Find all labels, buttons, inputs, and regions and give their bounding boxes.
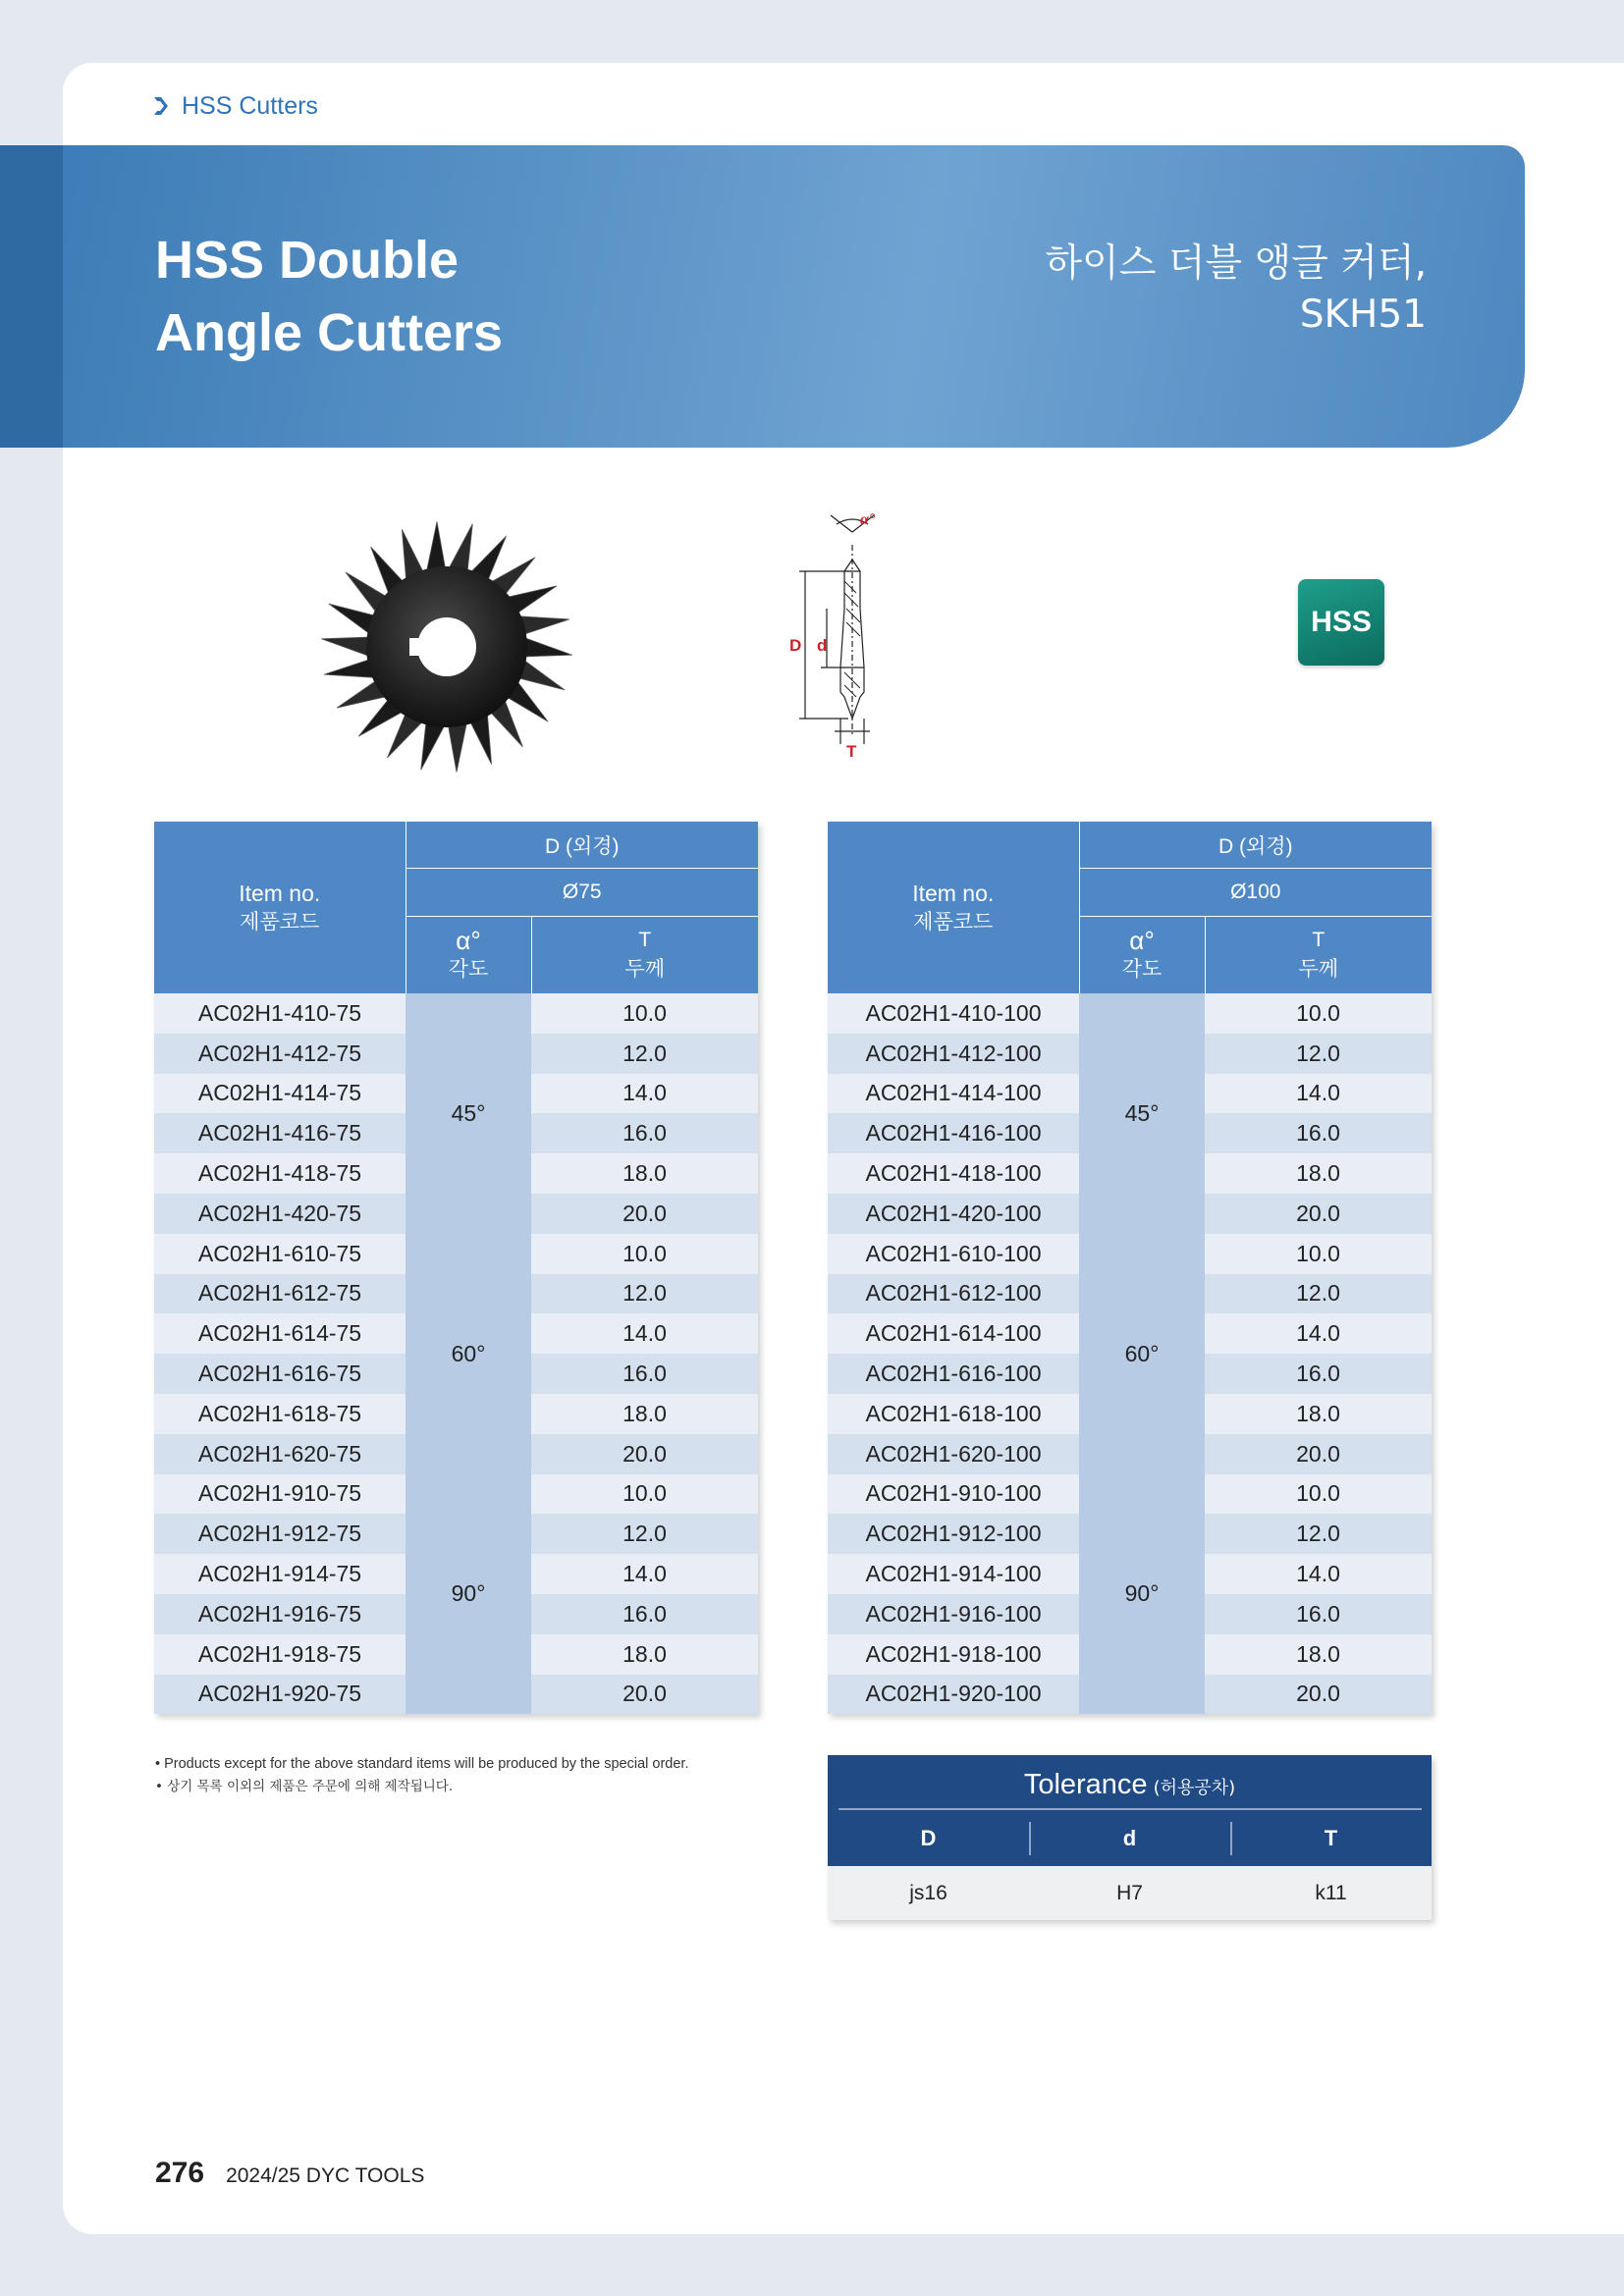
- item-code-cell: AC02H1-612-75: [154, 1274, 406, 1314]
- item-no-header-ko: 제품코드: [913, 910, 994, 934]
- item-code-cell: AC02H1-410-100: [828, 993, 1079, 1034]
- item-no-header: [154, 822, 406, 993]
- thickness-cell: 20.0: [531, 1675, 758, 1715]
- item-code-cell: AC02H1-610-75: [154, 1234, 406, 1274]
- table-row: [154, 1474, 758, 1515]
- item-code-cell: AC02H1-914-75: [154, 1554, 406, 1594]
- tolerance-title: [828, 1769, 1432, 1801]
- thickness-cell: 18.0: [1205, 1634, 1432, 1675]
- tolerance-columns: [828, 1810, 1432, 1866]
- tolerance-column-T: T: [1324, 1826, 1338, 1850]
- tolerance-header: [828, 1755, 1432, 1866]
- item-code-cell: AC02H1-416-75: [154, 1113, 406, 1153]
- item-code-cell: AC02H1-414-100: [828, 1074, 1079, 1114]
- item-code-cell: AC02H1-614-100: [828, 1313, 1079, 1354]
- thickness-cell: 12.0: [1205, 1514, 1432, 1554]
- angle-header: [1079, 917, 1205, 994]
- angle-header-ko: 각도: [1121, 958, 1163, 981]
- item-code-cell: AC02H1-620-100: [828, 1434, 1079, 1474]
- divider: [1230, 1822, 1232, 1855]
- thickness-cell: 16.0: [531, 1354, 758, 1394]
- title-banner: [0, 145, 1525, 448]
- thickness-cell: 18.0: [531, 1394, 758, 1434]
- item-code-cell: AC02H1-618-100: [828, 1394, 1079, 1434]
- thickness-cell: 12.0: [531, 1514, 758, 1554]
- item-code-cell: AC02H1-410-75: [154, 993, 406, 1034]
- item-code-cell: AC02H1-614-75: [154, 1313, 406, 1354]
- thickness-cell: 20.0: [531, 1434, 758, 1474]
- thickness-cell: 18.0: [531, 1634, 758, 1675]
- angle-cell: 45°: [406, 993, 531, 1234]
- item-code-cell: AC02H1-610-100: [828, 1234, 1079, 1274]
- item-code-cell: AC02H1-918-100: [828, 1634, 1079, 1675]
- table-row: [154, 993, 758, 1034]
- thickness-cell: 20.0: [1205, 1675, 1432, 1715]
- item-no-header: [828, 822, 1079, 993]
- item-code-cell: AC02H1-916-75: [154, 1594, 406, 1634]
- thickness-cell: 10.0: [531, 1234, 758, 1274]
- thickness-header: [531, 917, 758, 994]
- thickness-header-ko: 두께: [1298, 958, 1339, 981]
- thickness-cell: 12.0: [531, 1034, 758, 1074]
- thickness-cell: 16.0: [531, 1113, 758, 1153]
- item-code-cell: AC02H1-616-75: [154, 1354, 406, 1394]
- breadcrumb-label: HSS Cutters: [182, 91, 318, 120]
- tolerance-value-d: H7: [1116, 1882, 1143, 1904]
- thickness-cell: 14.0: [531, 1074, 758, 1114]
- thickness-header-symbol: T: [638, 929, 652, 951]
- tolerance-column-D: D: [920, 1826, 937, 1850]
- diagram-T-label: T: [846, 742, 857, 761]
- outer-diameter-header: D (외경): [1079, 822, 1432, 869]
- item-code-cell: AC02H1-918-75: [154, 1634, 406, 1675]
- tolerance-title-ko: (허용공차): [1153, 1778, 1236, 1798]
- page-title-line2: Angle Cutters: [155, 303, 504, 362]
- item-code-cell: AC02H1-418-100: [828, 1153, 1079, 1194]
- item-code-cell: AC02H1-416-100: [828, 1113, 1079, 1153]
- angle-header-symbol: α°: [456, 926, 481, 955]
- item-code-cell: AC02H1-912-75: [154, 1514, 406, 1554]
- thickness-cell: 12.0: [531, 1274, 758, 1314]
- banner-accent-strip: [0, 145, 63, 448]
- item-code-cell: AC02H1-920-100: [828, 1675, 1079, 1715]
- item-code-cell: AC02H1-920-75: [154, 1675, 406, 1715]
- item-code-cell: AC02H1-910-75: [154, 1474, 406, 1515]
- table-row: [828, 1234, 1432, 1274]
- thickness-cell: 14.0: [531, 1313, 758, 1354]
- cutter-photo: [314, 518, 579, 775]
- footnotes: [155, 1753, 689, 1798]
- tolerance-value-D: js16: [909, 1882, 947, 1904]
- item-no-header-ko: 제품코드: [240, 910, 320, 934]
- thickness-cell: 10.0: [1205, 993, 1432, 1034]
- thickness-cell: 14.0: [1205, 1313, 1432, 1354]
- item-code-cell: AC02H1-914-100: [828, 1554, 1079, 1594]
- thickness-cell: 18.0: [1205, 1394, 1432, 1434]
- page-title-korean: [1045, 239, 1427, 341]
- item-code-cell: AC02H1-912-100: [828, 1514, 1079, 1554]
- footnote-ko: • 상기 목록 이외의 제품은 주문에 의해 제작됩니다.: [155, 1779, 454, 1794]
- diameter-value-header: Ø75: [406, 869, 758, 917]
- thickness-cell: 14.0: [1205, 1554, 1432, 1594]
- item-no-header-en: Item no.: [239, 880, 321, 906]
- thickness-cell: 16.0: [1205, 1354, 1432, 1394]
- thickness-cell: 18.0: [1205, 1153, 1432, 1194]
- tolerance-value-T: k11: [1315, 1882, 1347, 1904]
- spec-table-d75: [154, 822, 758, 1714]
- angle-header: [406, 917, 531, 994]
- angle-cell: 60°: [406, 1234, 531, 1474]
- page-title: [155, 224, 503, 369]
- thickness-cell: 12.0: [1205, 1034, 1432, 1074]
- thickness-cell: 20.0: [531, 1194, 758, 1234]
- diagram-D-label: D: [789, 636, 802, 655]
- thickness-cell: 16.0: [1205, 1594, 1432, 1634]
- diameter-value-header: Ø100: [1079, 869, 1432, 917]
- thickness-header-ko: 두께: [624, 958, 666, 981]
- hss-material-badge: HSS: [1298, 579, 1384, 666]
- chevron-right-icon: [152, 95, 170, 117]
- page-title-korean-line2: SKH51: [1299, 293, 1427, 337]
- item-code-cell: AC02H1-612-100: [828, 1274, 1079, 1314]
- cutter-cross-section-diagram: [785, 510, 913, 761]
- angle-cell: 60°: [1079, 1234, 1205, 1474]
- item-code-cell: AC02H1-420-100: [828, 1194, 1079, 1234]
- item-code-cell: AC02H1-616-100: [828, 1354, 1079, 1394]
- thickness-cell: 14.0: [1205, 1074, 1432, 1114]
- page-title-korean-line1: 하이스 더블 앵글 커터,: [1045, 241, 1427, 286]
- item-code-cell: AC02H1-618-75: [154, 1394, 406, 1434]
- thickness-cell: 20.0: [1205, 1434, 1432, 1474]
- page-footer: [155, 2157, 424, 2190]
- item-no-header-en: Item no.: [912, 880, 995, 906]
- angle-header-symbol: α°: [1129, 926, 1155, 955]
- table-row: [828, 1474, 1432, 1515]
- thickness-cell: 10.0: [1205, 1234, 1432, 1274]
- item-code-cell: AC02H1-412-75: [154, 1034, 406, 1074]
- page-number: 276: [155, 2157, 205, 2189]
- breadcrumb[interactable]: [152, 90, 318, 122]
- tolerance-table: [828, 1755, 1432, 1920]
- tolerance-values: [828, 1866, 1432, 1920]
- angle-cell: 90°: [1079, 1474, 1205, 1715]
- angle-cell: 45°: [1079, 993, 1205, 1234]
- item-code-cell: AC02H1-420-75: [154, 1194, 406, 1234]
- table-row: [828, 993, 1432, 1034]
- thickness-cell: 10.0: [531, 993, 758, 1034]
- thickness-cell: 12.0: [1205, 1274, 1432, 1314]
- item-code-cell: AC02H1-910-100: [828, 1474, 1079, 1515]
- thickness-cell: 18.0: [531, 1153, 758, 1194]
- item-code-cell: AC02H1-620-75: [154, 1434, 406, 1474]
- thickness-cell: 14.0: [531, 1554, 758, 1594]
- spec-table-d100: [828, 822, 1432, 1714]
- thickness-cell: 10.0: [1205, 1474, 1432, 1515]
- tolerance-column-d: d: [1122, 1826, 1137, 1850]
- thickness-cell: 10.0: [531, 1474, 758, 1515]
- angle-header-ko: 각도: [448, 958, 489, 981]
- footnote-en: • Products except for the above standard items will be produced by the special order.: [155, 1756, 689, 1772]
- item-code-cell: AC02H1-916-100: [828, 1594, 1079, 1634]
- diagram-d-label: d: [817, 636, 828, 655]
- page-title-line1: HSS Double: [155, 231, 460, 290]
- thickness-cell: 16.0: [1205, 1113, 1432, 1153]
- outer-diameter-header: D (외경): [406, 822, 758, 869]
- table-row: [154, 1234, 758, 1274]
- item-code-cell: AC02H1-412-100: [828, 1034, 1079, 1074]
- angle-cell: 90°: [406, 1474, 531, 1715]
- thickness-header: [1205, 917, 1432, 994]
- diagram-alpha-label: α°: [860, 511, 876, 528]
- divider: [1029, 1822, 1031, 1855]
- item-code-cell: AC02H1-414-75: [154, 1074, 406, 1114]
- item-code-cell: AC02H1-418-75: [154, 1153, 406, 1194]
- thickness-cell: 20.0: [1205, 1194, 1432, 1234]
- tolerance-title-en: Tolerance: [1023, 1769, 1148, 1800]
- footer-text: 2024/25 DYC TOOLS: [226, 2164, 425, 2187]
- thickness-header-symbol: T: [1312, 929, 1326, 951]
- thickness-cell: 16.0: [531, 1594, 758, 1634]
